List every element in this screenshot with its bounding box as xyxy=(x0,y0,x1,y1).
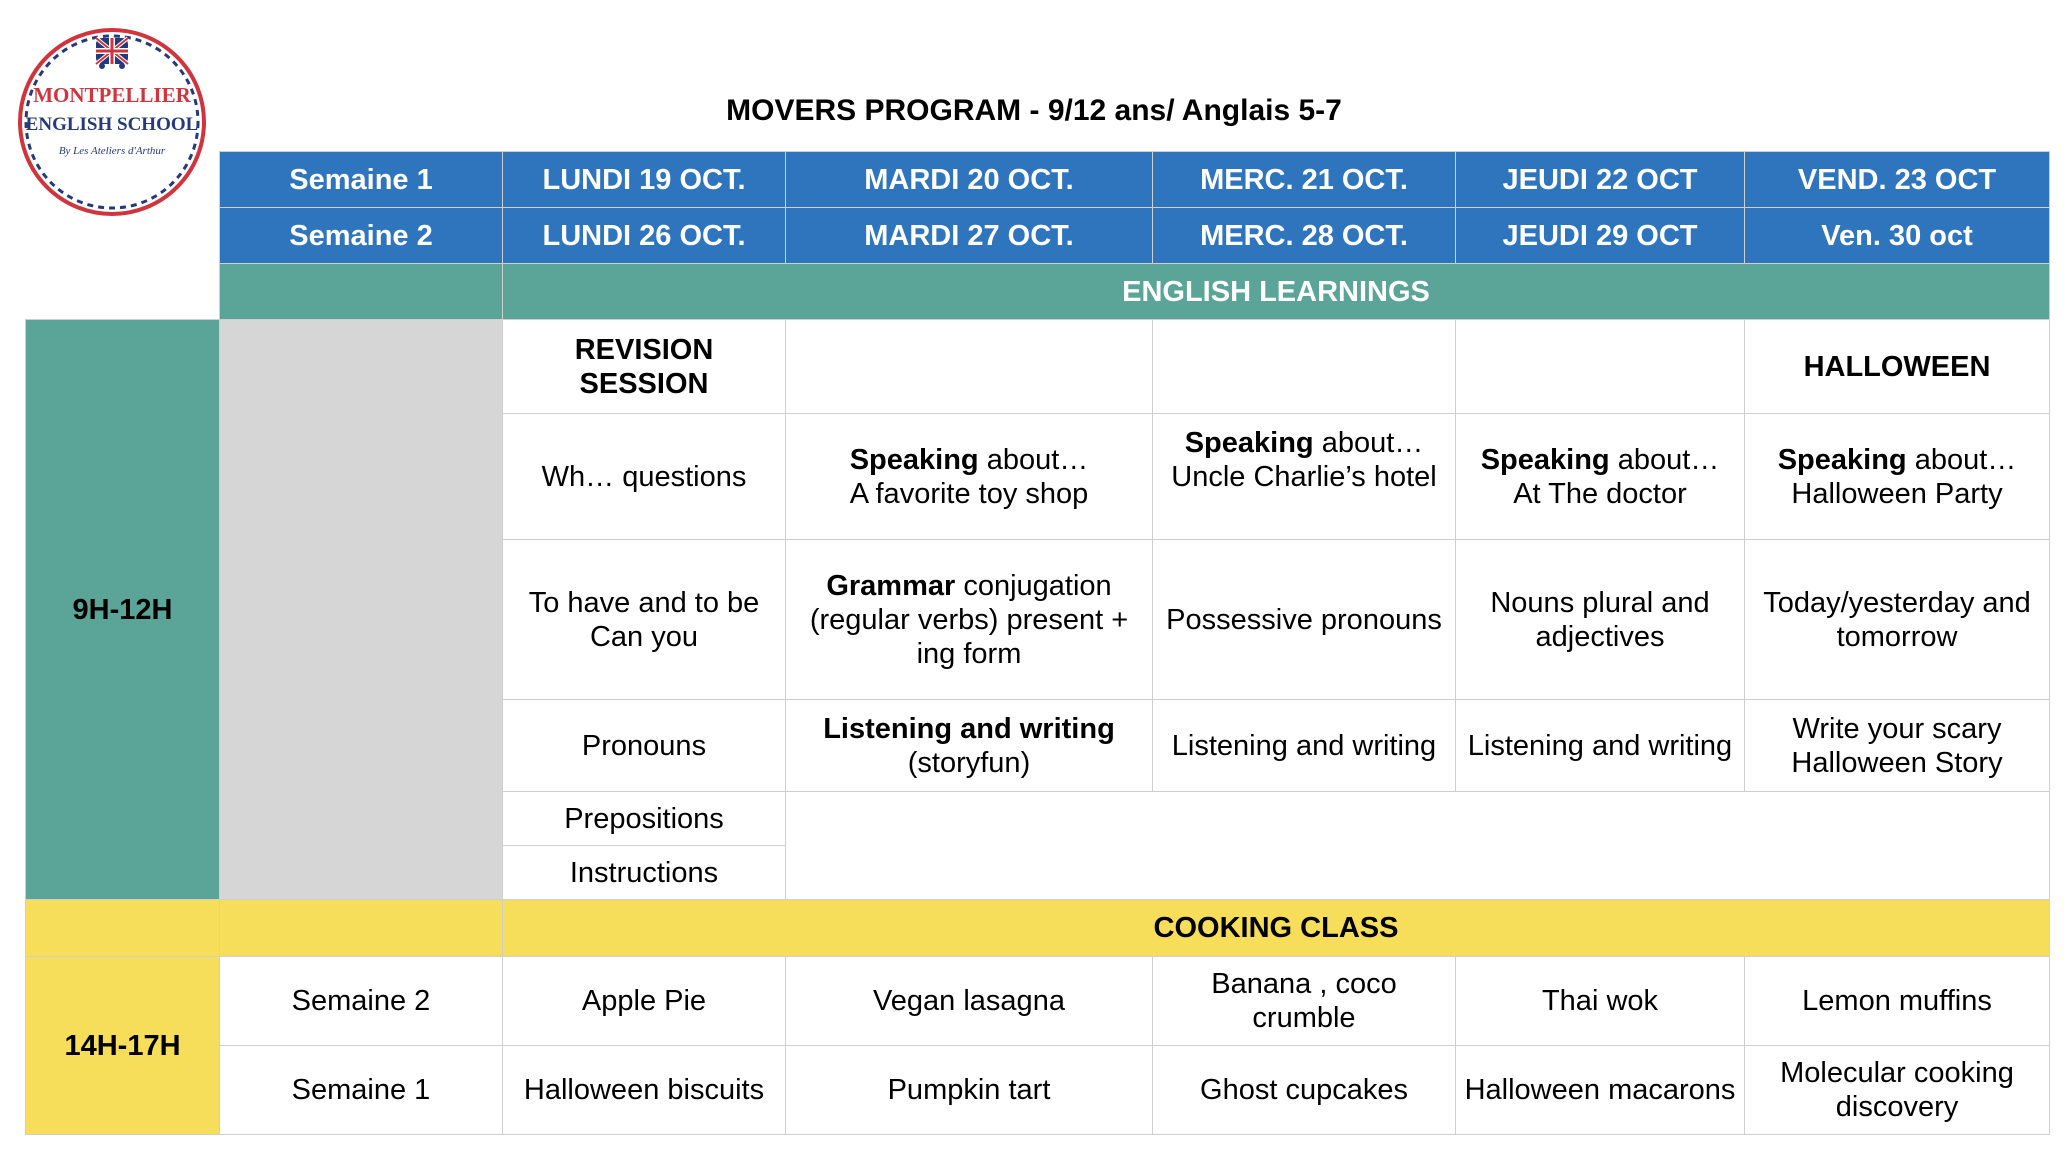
cooking-section-bar xyxy=(26,900,2050,957)
page-title: MOVERS PROGRAM - 9/12 ans/ Anglais 5-7 xyxy=(726,94,1342,127)
activity-text: (storyfun) xyxy=(907,746,1031,779)
activity-text: about… xyxy=(978,443,1089,476)
activity-text: A favorite toy shop xyxy=(849,477,1089,510)
recipe-cell: Lemon muffins xyxy=(1745,957,2050,1046)
section-bar-spacer xyxy=(220,264,503,320)
program-table xyxy=(25,151,2050,1135)
empty-cell xyxy=(1153,320,1456,414)
header-day-wed: MERC. 21 OCT. xyxy=(1153,152,1456,208)
english-section-label: ENGLISH LEARNINGS xyxy=(503,264,2050,320)
recipe-cell: Halloween biscuits xyxy=(503,1046,786,1135)
activity-cell xyxy=(1745,414,2050,540)
activity-cell: Instructions xyxy=(503,846,786,900)
activity-cell xyxy=(503,540,786,700)
section-bar-spacer xyxy=(220,900,503,957)
english-section-bar xyxy=(26,264,2050,320)
morning-time-label: 9H-12H xyxy=(26,320,220,900)
cooking-row xyxy=(26,957,2050,1046)
header-day-wed: MERC. 28 OCT. xyxy=(1153,208,1456,264)
cooking-row xyxy=(26,1046,2050,1135)
activity-text: Halloween Party xyxy=(1791,477,2003,510)
activity-cell xyxy=(1153,414,1456,540)
activity-bold: Speaking xyxy=(1480,443,1610,476)
activity-cell: Prepositions xyxy=(503,792,786,846)
english-row xyxy=(26,320,2050,414)
activity-bold: Speaking xyxy=(849,443,979,476)
header-week-label: Semaine 2 xyxy=(220,208,503,264)
cooking-section-label: COOKING CLASS xyxy=(503,900,2050,957)
recipe-cell: Pumpkin tart xyxy=(786,1046,1153,1135)
header-day-tue: MARDI 20 OCT. xyxy=(786,152,1153,208)
activity-cell: Nouns plural and adjectives xyxy=(1456,540,1745,700)
activity-text: To have and to be xyxy=(528,586,760,619)
activity-bold: Listening and writing xyxy=(823,712,1115,745)
empty-cell xyxy=(786,320,1153,414)
header-day-fri: Ven. 30 oct xyxy=(1745,208,2050,264)
header-day-fri: VEND. 23 OCT xyxy=(1745,152,2050,208)
activity-text: Can you xyxy=(589,620,698,653)
activity-text: At The doctor xyxy=(1513,477,1687,510)
activity-text: about… xyxy=(1609,443,1720,476)
activity-cell xyxy=(786,700,1153,792)
section-bar-spacer xyxy=(26,900,220,957)
week-label: Semaine 2 xyxy=(220,957,503,1046)
logo-tagline: By Les Ateliers d'Arthur xyxy=(58,145,166,157)
activity-text: about… xyxy=(1906,443,2017,476)
activity-text: conjugation (regular verbs) present + ing form xyxy=(809,569,1129,670)
recipe-cell: Ghost cupcakes xyxy=(1153,1046,1456,1135)
activity-text: Uncle Charlie’s hotel xyxy=(1171,461,1437,493)
recipe-cell: Molecular cooking discovery xyxy=(1745,1046,2050,1135)
activity-cell: Possessive pronouns xyxy=(1153,540,1456,700)
header-day-thu: JEUDI 22 OCT xyxy=(1456,152,1745,208)
activity-cell: Pronouns xyxy=(503,700,786,792)
recipe-cell: Halloween macarons xyxy=(1456,1046,1745,1135)
activity-cell xyxy=(1456,414,1745,540)
activity-cell: Listening and writing xyxy=(1456,700,1745,792)
grey-spacer-cell xyxy=(220,320,503,900)
empty-area xyxy=(786,792,2050,900)
header-day-thu: JEUDI 29 OCT xyxy=(1456,208,1745,264)
logo-line2: ENGLISH SCHOOL xyxy=(25,114,199,135)
activity-cell: Listening and writing xyxy=(1153,700,1456,792)
activity-cell: Today/yesterday and tomorrow xyxy=(1745,540,2050,700)
activity-text: about… xyxy=(1313,427,1424,459)
header-day-tue: MARDI 27 OCT. xyxy=(786,208,1153,264)
header-day-mon: LUNDI 26 OCT. xyxy=(503,208,786,264)
activity-cell xyxy=(786,540,1153,700)
header-row-week1 xyxy=(26,152,2050,208)
recipe-cell: Apple Pie xyxy=(503,957,786,1046)
activity-bold: Speaking xyxy=(1777,443,1907,476)
week-label: Semaine 1 xyxy=(220,1046,503,1135)
activity-cell: Wh… questions xyxy=(503,414,786,540)
empty-cell xyxy=(1456,320,1745,414)
activity-cell: HALLOWEEN xyxy=(1745,320,2050,414)
activity-cell: Write your scary Halloween Story xyxy=(1745,700,2050,792)
logo-cell xyxy=(26,152,220,320)
header-row-week2 xyxy=(26,208,2050,264)
activity-cell xyxy=(786,414,1153,540)
header-day-mon: LUNDI 19 OCT. xyxy=(503,152,786,208)
activity-bold: Grammar xyxy=(826,569,956,602)
recipe-cell: Banana , coco crumble xyxy=(1153,957,1456,1046)
logo-line1: MONTPELLIER xyxy=(33,83,191,107)
afternoon-time-label: 14H-17H xyxy=(26,957,220,1135)
recipe-cell: Thai wok xyxy=(1456,957,1745,1046)
recipe-cell: Vegan lasagna xyxy=(786,957,1153,1046)
activity-cell: REVISION SESSION xyxy=(503,320,786,414)
activity-bold: Speaking xyxy=(1184,427,1314,459)
header-week-label: Semaine 1 xyxy=(220,152,503,208)
